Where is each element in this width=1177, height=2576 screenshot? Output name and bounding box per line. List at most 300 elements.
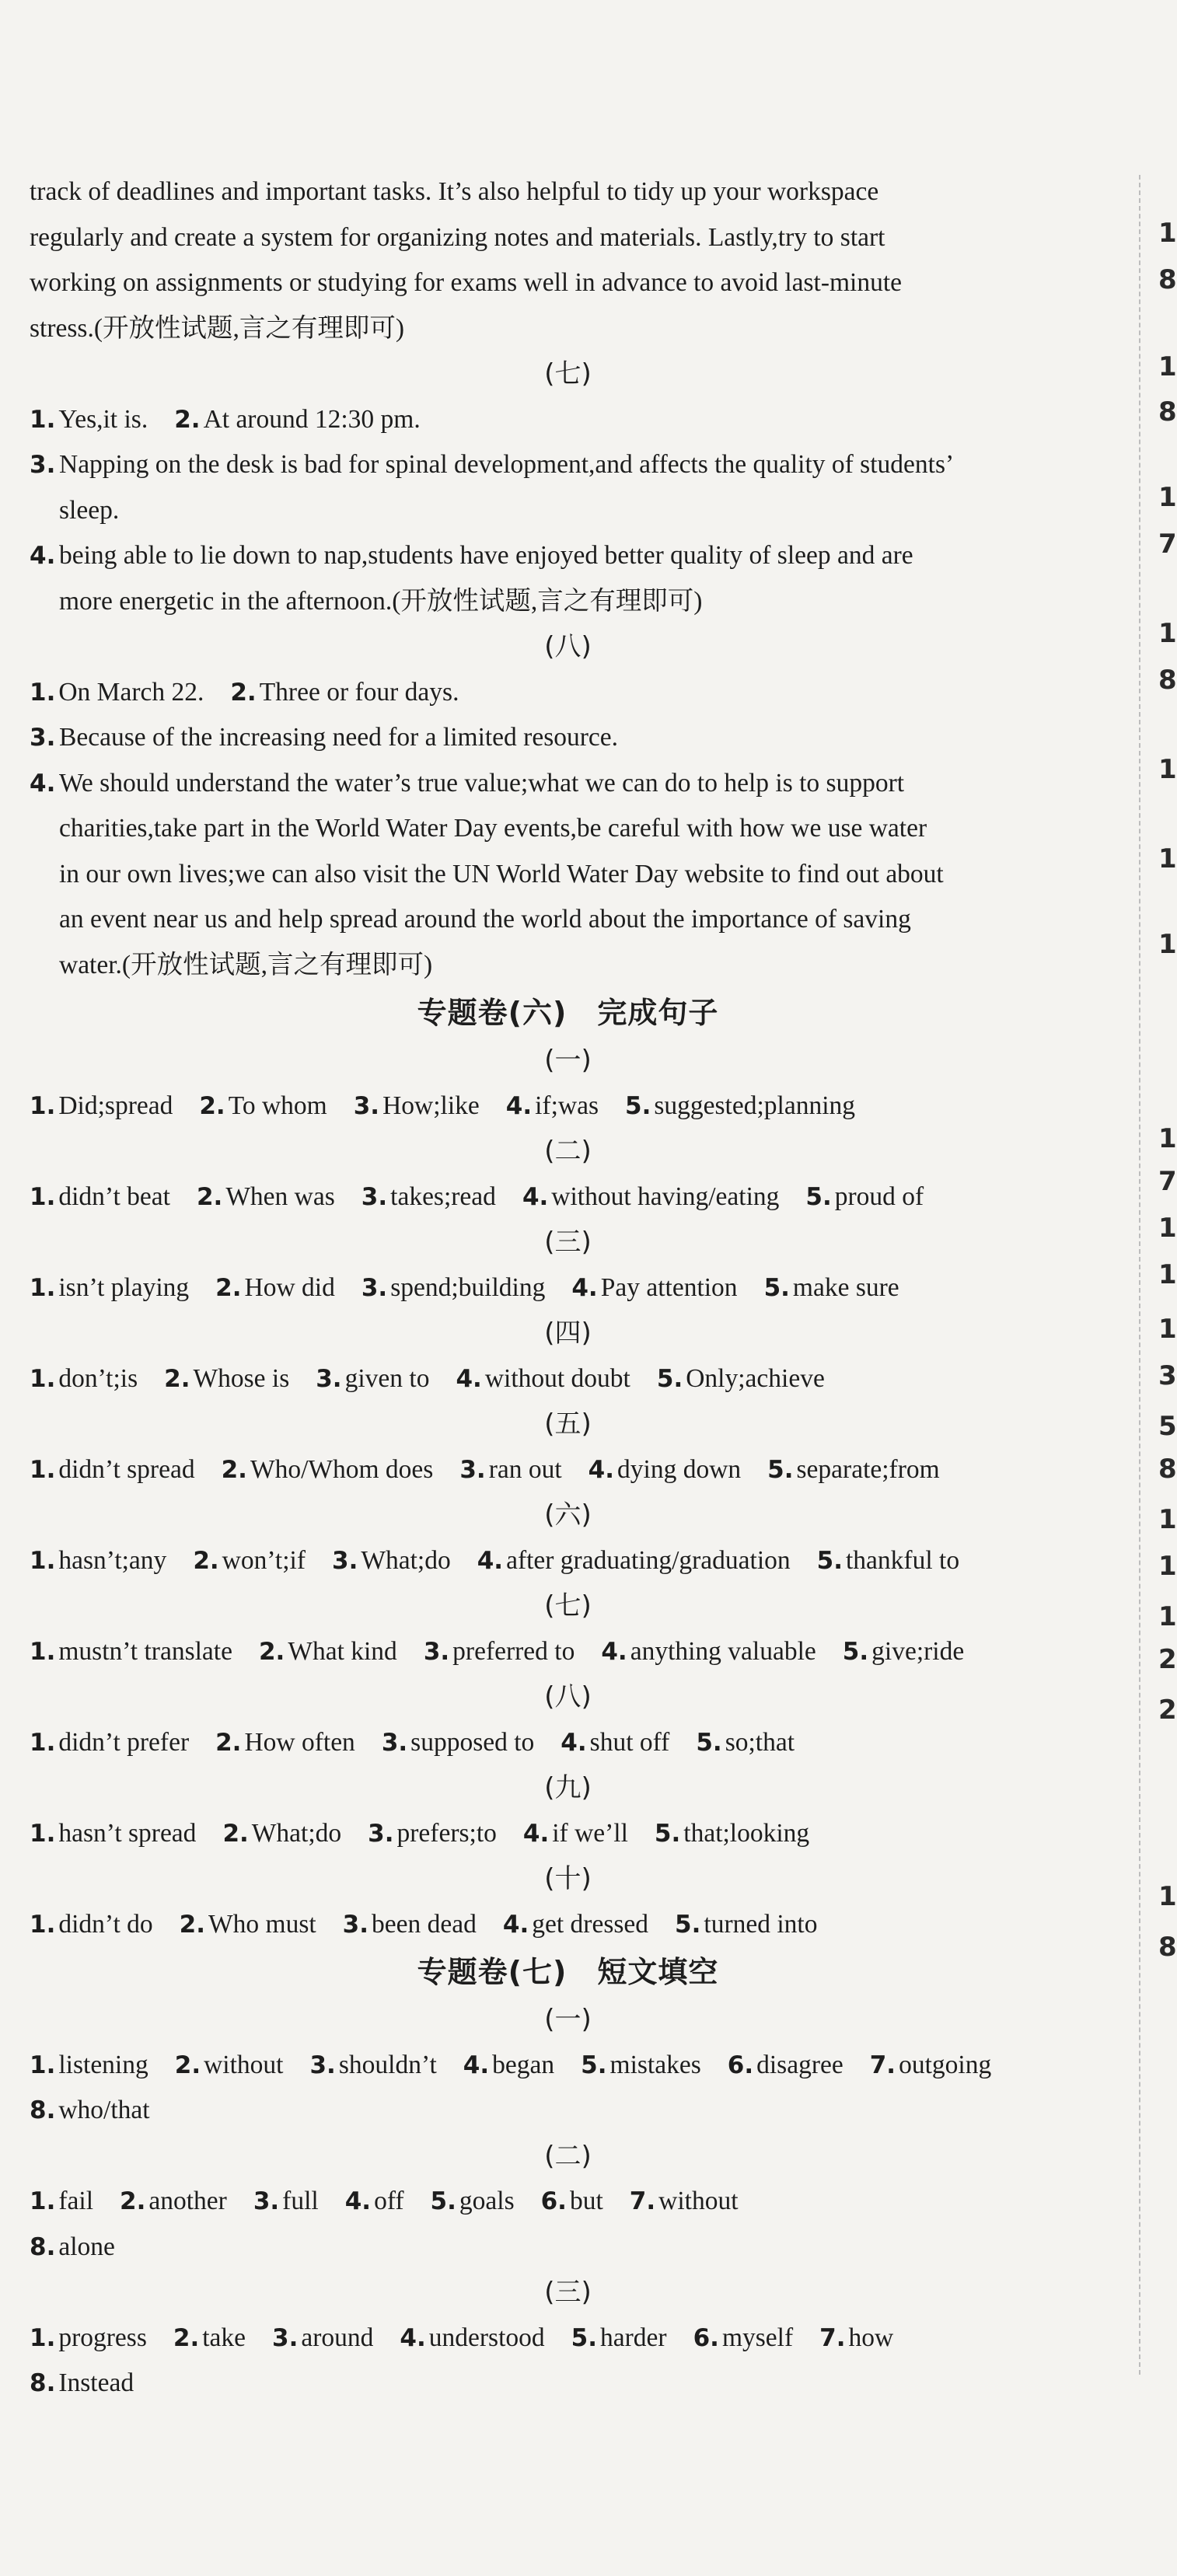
answer-number: 6. — [540, 2187, 567, 2215]
answer-item — [30, 761, 1106, 989]
answer-text: don’t;is — [58, 1363, 138, 1393]
answer-item — [345, 2179, 404, 2225]
edge-glyph: 2 — [1158, 1644, 1177, 1675]
answer-number: 3. — [459, 1455, 486, 1484]
answer-text: turned into — [704, 1909, 818, 1939]
answer-text: Yes,it is. — [58, 404, 148, 434]
answer-item — [30, 1175, 170, 1220]
answer-row — [30, 1538, 1106, 1584]
answer-item — [175, 2043, 284, 2089]
answer-number: 1. — [30, 1091, 56, 1120]
answer-row — [30, 2043, 1106, 2089]
answer-item — [767, 1447, 940, 1493]
group-heading: (九) — [544, 1772, 592, 1803]
answer-text: that;looking — [683, 1818, 810, 1848]
answer-item — [164, 1356, 289, 1402]
answer-item — [30, 715, 1106, 761]
answer-text: spend;building — [390, 1272, 546, 1302]
answer-item — [222, 1811, 341, 1857]
answer-item — [456, 1356, 630, 1402]
answer-text: fail — [58, 2187, 93, 2215]
answer-item — [120, 2179, 227, 2225]
answer-item — [571, 1265, 737, 1311]
answer-number: 2. — [215, 1273, 242, 1302]
answer-item — [30, 2225, 115, 2271]
answer-number: 3. — [361, 1273, 388, 1302]
edge-glyph: 1 — [1158, 754, 1177, 785]
answer-line: charities,take part in the World Water Day events,be careful with how we use water — [59, 814, 927, 843]
answer-text: mustn’t translate — [58, 1636, 232, 1666]
group-heading: (五) — [544, 1408, 592, 1440]
answer-row — [30, 1356, 1106, 1402]
answer-text: disagree — [756, 2050, 843, 2079]
answer-number: 8. — [30, 2232, 56, 2261]
answer-number: 4. — [463, 2051, 490, 2079]
answer-row — [30, 1447, 1106, 1493]
answer-text: What;do — [361, 1545, 451, 1575]
answer-item — [230, 670, 459, 716]
answer-text: but — [569, 2187, 603, 2215]
answer-text: proud of — [834, 1182, 924, 1211]
answer-number: 5. — [842, 1637, 869, 1666]
answer-text: How did — [244, 1272, 335, 1302]
answer-item — [581, 2043, 701, 2089]
answer-item — [30, 397, 148, 443]
answer-number: 4. — [588, 1455, 615, 1484]
answer-number: 4. — [601, 1637, 627, 1666]
answer-text: around — [301, 2323, 374, 2352]
answer-number: 1. — [30, 1637, 56, 1666]
group-heading: (三) — [544, 2277, 592, 2308]
answer-item — [30, 1902, 153, 1948]
answer-number: 4. — [477, 1546, 504, 1575]
answer-number: 1. — [30, 405, 56, 434]
edge-glyph: 1 — [1158, 843, 1177, 874]
answer-number: 4. — [522, 1819, 550, 1848]
answer-number: 1. — [30, 2187, 56, 2215]
answer-text: isn’t playing — [58, 1272, 190, 1302]
group-heading: (七) — [544, 1590, 592, 1621]
answer-number: 6. — [693, 2323, 719, 2352]
edge-glyph: 7 — [1158, 1166, 1177, 1197]
answer-line: being able to lie down to nap,students have enjoyed better quality of sleep and are — [59, 541, 913, 570]
answer-number: 1. — [30, 1455, 56, 1484]
answer-number: 3. — [353, 1091, 380, 1120]
answer-text: another — [148, 2187, 227, 2215]
intro-line: working on assignments or studying for exams well in advance to avoid last-minute — [30, 268, 903, 297]
group-heading: (八) — [544, 1681, 592, 1712]
answer-number: 2. — [258, 1637, 285, 1666]
answer-number: 5. — [675, 1910, 701, 1939]
answer-number: 3. — [253, 2187, 280, 2215]
group-heading: (六) — [544, 1499, 592, 1531]
answer-item — [361, 1265, 546, 1311]
answer-item — [193, 1538, 306, 1584]
answer-number: 1. — [30, 1819, 56, 1848]
answer-item — [588, 1447, 741, 1493]
answer-number: 4. — [522, 1182, 549, 1211]
answer-item — [222, 1447, 434, 1493]
answer-text: who/that — [58, 2096, 150, 2124]
answer-number: 7. — [869, 2051, 896, 2079]
answer-number: 4. — [571, 1273, 598, 1302]
answer-item — [253, 2179, 319, 2225]
section-heading: (七) — [544, 358, 592, 389]
answer-number: 1. — [30, 1910, 56, 1939]
intro-line: regularly and create a system for organizing notes and materials. Lastly,try to start — [30, 222, 885, 252]
answer-text: shut off — [589, 1727, 670, 1757]
answer-item — [215, 1265, 335, 1311]
answer-row — [30, 2088, 1106, 2134]
answer-text: without having/eating — [551, 1182, 780, 1211]
answer-number: 2. — [173, 2323, 200, 2352]
answer-text: if we’ll — [552, 1818, 628, 1848]
answer-item — [30, 2179, 93, 2225]
answer-item — [693, 2316, 794, 2361]
answer-text: preferred to — [452, 1636, 575, 1666]
answer-number: 4. — [400, 2323, 426, 2352]
answer-number: 2. — [199, 1091, 225, 1120]
answer-text: progress — [58, 2323, 147, 2352]
answer-number: 5. — [767, 1455, 794, 1484]
answer-item — [174, 397, 421, 443]
answer-item — [272, 2316, 373, 2361]
answer-number: 8. — [30, 2369, 56, 2397]
edge-glyph: 8 — [1158, 396, 1177, 428]
group-heading: (二) — [544, 2140, 592, 2172]
answer-row — [30, 1720, 1106, 1766]
answer-item — [601, 1629, 816, 1675]
answer-text: harder — [600, 2323, 667, 2352]
answer-line: Napping on the desk is bad for spinal development,and affects the quality of students’ — [59, 450, 955, 479]
answer-item — [424, 1629, 575, 1675]
answer-number: 3. — [309, 2051, 336, 2079]
answer-text: Did;spread — [58, 1091, 173, 1120]
answer-text: won’t;if — [222, 1545, 306, 1575]
answer-text: Who must — [208, 1909, 316, 1939]
answer-number: 7. — [629, 2187, 656, 2215]
answer-item — [343, 1902, 477, 1948]
answer-row — [30, 2225, 1106, 2271]
answer-line: sleep. — [59, 495, 120, 525]
answer-text — [59, 533, 1106, 624]
answer-text: alone — [58, 2232, 115, 2261]
edge-glyph: 3 — [1158, 1360, 1177, 1391]
answer-item — [30, 2088, 150, 2134]
edge-glyph: 1 — [1158, 351, 1177, 382]
answer-number: 4. — [344, 2187, 372, 2215]
answer-item — [817, 1538, 959, 1584]
answer-text: supposed to — [410, 1727, 535, 1757]
answer-row — [30, 1811, 1106, 1857]
answer-text: Only;achieve — [686, 1363, 825, 1393]
answer-line: more energetic in the afternoon.(开放性试题,言之有理即可) — [59, 586, 703, 616]
answer-number: 2. — [193, 1546, 219, 1575]
answer-number: 5. — [816, 1546, 843, 1575]
answer-item — [309, 2043, 436, 2089]
answer-item — [30, 1811, 196, 1857]
edge-glyph: 7 — [1158, 529, 1177, 560]
answer-number: 2. — [222, 1819, 249, 1848]
answer-row — [30, 1265, 1106, 1311]
answer-number: 3. — [316, 1364, 342, 1393]
answer-row — [30, 1629, 1106, 1675]
answer-text: off — [374, 2187, 404, 2215]
answer-item — [332, 1538, 451, 1584]
answer-text: What;do — [251, 1818, 342, 1848]
answer-line: water.(开放性试题,言之有理即可) — [59, 950, 433, 979]
answer-item — [463, 2043, 554, 2089]
answer-row — [30, 397, 1106, 443]
answer-number: 6. — [727, 2051, 754, 2079]
answer-item — [30, 1629, 232, 1675]
answer-number: 2. — [120, 2187, 146, 2215]
answer-number: 3. — [423, 1637, 450, 1666]
answer-text: get dressed — [532, 1909, 649, 1939]
answer-text: began — [492, 2050, 555, 2079]
answer-item — [630, 2179, 739, 2225]
answer-number: 5. — [581, 2051, 607, 2079]
edge-glyph: 1 — [1158, 1259, 1177, 1290]
next-column-edge — [1152, 0, 1177, 2576]
answer-number: 5. — [696, 1728, 722, 1757]
group-heading: (三) — [544, 1227, 592, 1258]
answer-text: didn’t spread — [58, 1454, 195, 1484]
unit-title: 专题卷(七) 短文填空 — [417, 1955, 719, 1989]
answer-text: At around 12:30 pm. — [203, 404, 421, 434]
answer-text: thankful to — [846, 1545, 960, 1575]
answer-number: 3. — [368, 1819, 394, 1848]
answer-text: How;like — [382, 1091, 480, 1120]
answer-number: 5. — [763, 1273, 790, 1302]
answer-number: 4. — [30, 769, 56, 798]
answer-item — [30, 1720, 189, 1766]
answer-item — [431, 2179, 515, 2225]
answer-text: didn’t beat — [58, 1182, 170, 1211]
answer-item — [361, 1175, 496, 1220]
answer-text: understood — [428, 2323, 545, 2352]
answer-number: 3. — [381, 1728, 408, 1757]
edge-glyph: 2 — [1158, 1695, 1177, 1726]
answer-row — [30, 1902, 1106, 1948]
answer-number: 1. — [30, 1273, 56, 1302]
answer-number: 4. — [502, 1910, 529, 1939]
answer-text: hasn’t;any — [58, 1545, 167, 1575]
answer-number: 5. — [805, 1182, 832, 1211]
answer-number: 2. — [174, 2051, 201, 2079]
answer-row — [30, 1084, 1106, 1129]
intro-line: track of deadlines and important tasks. It’s also helpful to tidy up your workspace — [30, 177, 879, 206]
answer-item — [657, 1356, 825, 1402]
answer-text — [59, 761, 1106, 989]
answer-item — [30, 1538, 166, 1584]
edge-glyph: 1 — [1158, 1601, 1177, 1632]
answer-item — [870, 2043, 991, 2089]
answer-item — [259, 1629, 397, 1675]
answer-item — [843, 1629, 964, 1675]
answer-number: 5. — [654, 1819, 681, 1848]
answer-text: given to — [344, 1363, 430, 1393]
answer-text: To whom — [228, 1091, 327, 1120]
answer-text: prefers;to — [396, 1818, 497, 1848]
edge-glyph: 1 — [1158, 929, 1177, 960]
intro-line: stress.(开放性试题,言之有理即可) — [30, 313, 405, 343]
answer-item — [199, 1084, 327, 1129]
answer-text: On March 22. — [58, 677, 204, 707]
group-heading: (一) — [544, 2004, 592, 2035]
answer-item — [819, 2316, 893, 2361]
answer-item — [382, 1720, 534, 1766]
answer-text: listening — [58, 2050, 148, 2079]
edge-glyph: 1 — [1158, 1213, 1177, 1244]
answer-number: 3. — [332, 1546, 358, 1575]
answer-text: without doubt — [484, 1363, 630, 1393]
answer-text: give;ride — [871, 1636, 965, 1666]
answer-item — [675, 1902, 817, 1948]
answer-item — [30, 1265, 189, 1311]
answer-item — [764, 1265, 899, 1311]
answer-item — [30, 1356, 138, 1402]
answer-number: 1. — [30, 2323, 56, 2352]
answer-item — [30, 533, 1106, 624]
answer-item — [522, 1175, 779, 1220]
answer-text: anything valuable — [630, 1636, 816, 1666]
answer-number: 3. — [30, 724, 56, 752]
answer-number: 2. — [215, 1728, 242, 1757]
answer-number: 3. — [272, 2323, 299, 2352]
answer-text: without — [658, 2187, 739, 2215]
answer-text: take — [202, 2323, 246, 2352]
answer-text — [59, 442, 1106, 533]
answer-line: We should understand the water’s true value;what we can do to help is to support — [59, 768, 905, 798]
answer-text: Instead — [58, 2368, 134, 2397]
edge-glyph: 8 — [1158, 1932, 1177, 1963]
answer-text: so;that — [725, 1727, 795, 1757]
answer-number: 1. — [30, 678, 56, 707]
answer-item — [503, 1902, 648, 1948]
answer-item — [30, 442, 1106, 533]
answer-number: 8. — [30, 2096, 56, 2124]
edge-glyph: 1 — [1158, 1314, 1177, 1345]
answer-text: didn’t prefer — [58, 1727, 190, 1757]
answer-number: 2. — [164, 1364, 190, 1393]
answer-number: 2. — [196, 1182, 223, 1211]
answer-number: 1. — [30, 1546, 56, 1575]
answer-number: 4. — [561, 1728, 587, 1757]
edge-glyph: 8 — [1158, 665, 1177, 696]
edge-glyph: 1 — [1158, 1881, 1177, 1912]
answer-number: 2. — [221, 1455, 247, 1484]
answer-text: how — [848, 2323, 894, 2352]
answer-number: 1. — [30, 2051, 56, 2079]
unit-title: 专题卷(六) 完成句子 — [417, 996, 719, 1030]
answer-item — [173, 2316, 246, 2361]
edge-glyph: 1 — [1158, 1504, 1177, 1535]
answer-number: 2. — [179, 1910, 206, 1939]
group-heading: (十) — [544, 1863, 592, 1894]
answer-row — [30, 670, 1106, 716]
answer-text: didn’t do — [58, 1909, 153, 1939]
answer-column — [30, 169, 1106, 2407]
answer-item — [696, 1720, 795, 1766]
answer-item — [805, 1175, 924, 1220]
answer-text: hasn’t spread — [58, 1818, 197, 1848]
answer-number: 1. — [30, 1364, 56, 1393]
answer-text: without — [204, 2050, 284, 2079]
answer-item — [400, 2316, 544, 2361]
answer-number: 4. — [456, 1364, 482, 1393]
edge-glyph: 8 — [1158, 1454, 1177, 1485]
answer-text: if;was — [535, 1091, 599, 1120]
answer-item — [30, 2043, 148, 2089]
answer-item — [180, 1902, 316, 1948]
answer-text — [59, 715, 1106, 761]
answer-text: separate;from — [796, 1454, 940, 1484]
answer-row — [30, 2316, 1106, 2361]
edge-glyph: 8 — [1158, 264, 1177, 295]
answer-text: full — [282, 2187, 319, 2215]
section-heading: (八) — [544, 631, 592, 662]
answer-number: 1. — [30, 1728, 56, 1757]
column-divider — [1139, 175, 1140, 2375]
answer-text: When was — [225, 1182, 335, 1211]
answer-number: 2. — [174, 405, 201, 434]
answer-text: myself — [721, 2323, 794, 2352]
answer-item — [30, 670, 204, 716]
answer-line: an event near us and help spread around the world about the importance of saving — [59, 905, 911, 934]
edge-glyph: 1 — [1158, 218, 1177, 249]
answer-line: in our own lives;we can also visit the UN World Water Day website to find out about — [59, 859, 944, 888]
answer-number: 5. — [571, 2323, 598, 2352]
answer-item — [30, 1447, 195, 1493]
answer-number: 3. — [30, 451, 56, 479]
answer-item — [506, 1084, 599, 1129]
answer-item — [368, 1811, 497, 1857]
answer-text: make sure — [792, 1272, 899, 1302]
answer-text: been dead — [372, 1909, 477, 1939]
answer-item — [197, 1175, 335, 1220]
answer-item — [459, 1447, 561, 1493]
answer-text: takes;read — [390, 1182, 496, 1211]
answer-item — [354, 1084, 480, 1129]
answer-number: 5. — [656, 1364, 683, 1393]
group-heading: (四) — [544, 1318, 592, 1349]
answer-text: dying down — [617, 1454, 742, 1484]
answer-text: ran out — [488, 1454, 562, 1484]
answer-text: goals — [459, 2187, 515, 2215]
answer-item — [523, 1811, 628, 1857]
answer-number: 5. — [430, 2187, 456, 2215]
answer-number: 7. — [819, 2323, 846, 2352]
answer-text: shouldn’t — [338, 2050, 437, 2079]
answer-item — [728, 2043, 843, 2089]
answer-text: Three or four days. — [259, 677, 459, 707]
answer-item — [477, 1538, 791, 1584]
answer-row — [30, 1175, 1106, 1220]
answer-number: 3. — [342, 1910, 369, 1939]
answer-item — [571, 2316, 667, 2361]
answer-item — [30, 2361, 134, 2407]
answer-text: suggested;planning — [654, 1091, 856, 1120]
answer-number: 3. — [361, 1182, 388, 1211]
group-heading: (二) — [544, 1136, 592, 1167]
group-heading: (一) — [544, 1045, 592, 1076]
answer-item — [655, 1811, 809, 1857]
answer-number: 1. — [30, 1182, 56, 1211]
answer-item — [561, 1720, 669, 1766]
answer-item — [316, 1356, 429, 1402]
answer-number: 5. — [625, 1091, 651, 1120]
